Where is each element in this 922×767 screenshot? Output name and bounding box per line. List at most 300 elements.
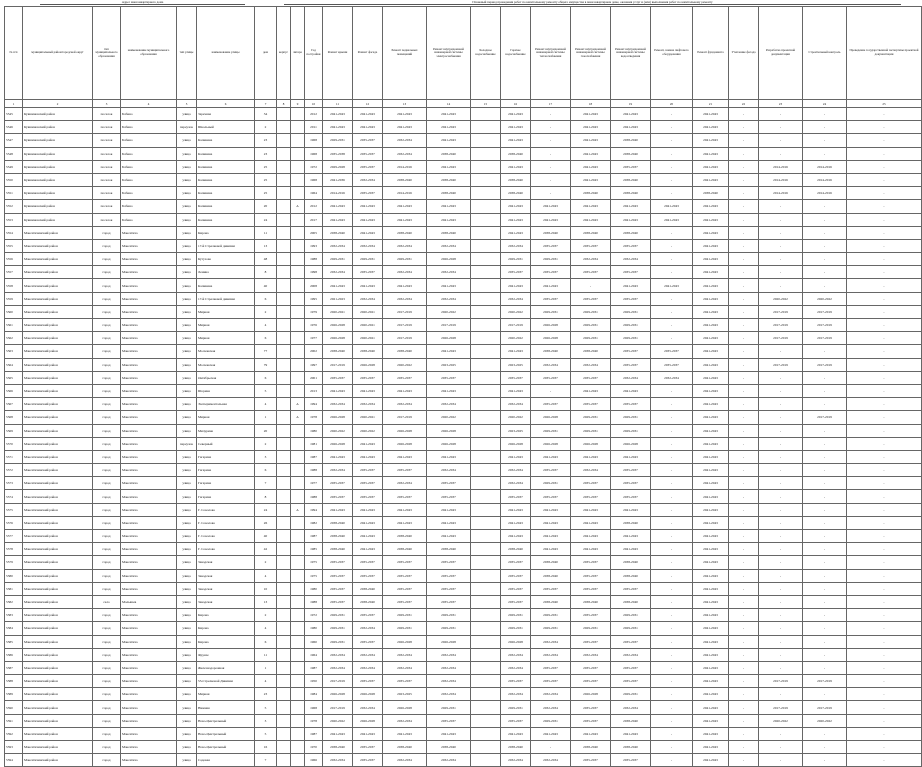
table-cell: город — [93, 384, 121, 397]
table-cell: 2038-2040 — [611, 173, 651, 186]
table-cell: 5570 — [5, 437, 23, 450]
table-cell: 2012 — [305, 108, 323, 121]
table-cell: 2035-2037 — [501, 569, 531, 582]
table-cell: 2041-2043 — [531, 213, 571, 226]
table-cell: - — [847, 622, 922, 635]
table-cell: 2035-2037 — [611, 582, 651, 595]
table-cell — [291, 319, 305, 332]
table-cell: 2029-2031 — [353, 253, 383, 266]
table-cell: 2017-2019 — [323, 675, 353, 688]
table-cell: Калинина — [197, 160, 255, 173]
table-cell: - — [759, 688, 803, 701]
table-cell: город — [93, 543, 121, 556]
table-cell: - — [651, 398, 693, 411]
table-cell — [471, 160, 501, 173]
table-cell: - — [651, 609, 693, 622]
table-cell: Максатиха — [121, 741, 177, 754]
table-cell: 2017-2019 — [383, 305, 427, 318]
table-cell — [471, 226, 501, 239]
table-cell: Малышев — [121, 595, 177, 608]
table-cell: - — [729, 530, 759, 543]
table-cell: 2029-2031 — [611, 424, 651, 437]
table-cell — [291, 450, 305, 463]
table-cell: 2041-2043 — [693, 741, 729, 754]
table-cell: Максатихинский район — [23, 714, 93, 727]
table-cell: 2014-2016 — [759, 187, 803, 200]
table-cell — [277, 253, 291, 266]
table-cell: - — [729, 371, 759, 384]
table-cell: 5567 — [5, 398, 23, 411]
table-cell: 2041-2043 — [383, 384, 427, 397]
table-cell: город — [93, 635, 121, 648]
table-cell: - — [729, 147, 759, 160]
table-cell: 17-й Стрелковой дивизии — [197, 292, 255, 305]
table-cell: Максатихинский район — [23, 398, 93, 411]
table-cell: - — [759, 503, 803, 516]
table-cell: 1988 — [305, 490, 323, 503]
table-cell: 1968 — [305, 147, 323, 160]
table-cell: - — [759, 200, 803, 213]
table-cell: - — [729, 714, 759, 727]
table-cell — [277, 503, 291, 516]
table-cell: Садовая — [197, 754, 255, 767]
table-cell: - — [759, 371, 803, 384]
table-cell: 1984 — [305, 688, 323, 701]
table-cell: 2026-2028 — [427, 437, 471, 450]
table-cell: - — [759, 543, 803, 556]
table-cell: село — [93, 595, 121, 608]
table-cell — [277, 371, 291, 384]
table-cell: 2032-2034 — [611, 701, 651, 714]
table-cell: - — [803, 622, 847, 635]
table-cell: 2041-2043 — [353, 437, 383, 450]
table-cell: 2041-2043 — [531, 503, 571, 516]
table-cell: 2041-2043 — [571, 108, 611, 121]
table-cell — [471, 437, 501, 450]
table-cell: 2020-2022 — [353, 424, 383, 437]
table-cell: 1964 — [305, 648, 323, 661]
table-cell: - — [759, 239, 803, 252]
table-cell: 2041-2043 — [571, 134, 611, 147]
table-cell: 2032-2034 — [383, 292, 427, 305]
table-cell: 25 — [255, 160, 277, 173]
table-cell — [291, 266, 305, 279]
table-cell: 2038-2040 — [571, 595, 611, 608]
table-cell: 2041-2043 — [427, 450, 471, 463]
table-cell: 5592 — [5, 727, 23, 740]
table-cell: 2041-2043 — [693, 411, 729, 424]
table-cell: 2041-2043 — [501, 384, 531, 397]
column-number: 7 — [255, 100, 277, 108]
column-header: наименование муниципального образования — [121, 7, 177, 100]
table-cell: 2017-2019 — [323, 358, 353, 371]
table-cell: 5580 — [5, 569, 23, 582]
table-cell: 2041-2043 — [693, 595, 729, 608]
table-cell: - — [847, 253, 922, 266]
table-cell: 13 — [255, 239, 277, 252]
table-cell: улица — [177, 266, 197, 279]
table-cell: 2035-2037 — [323, 582, 353, 595]
table-cell: 2038-2040 — [531, 595, 571, 608]
table-cell: Бобино — [121, 200, 177, 213]
table-cell: 5575 — [5, 503, 23, 516]
table-cell: 2017-2019 — [759, 332, 803, 345]
table-cell: - — [729, 661, 759, 674]
table-cell: 2038-2040 — [427, 147, 471, 160]
table-cell: город — [93, 569, 121, 582]
table-cell: 2041-2043 — [427, 516, 471, 529]
table-cell: 2026-2028 — [427, 635, 471, 648]
table-cell — [471, 516, 501, 529]
table-cell: 2041-2043 — [353, 213, 383, 226]
table-cell: 2032-2034 — [353, 239, 383, 252]
table-cell: Гагарина — [197, 450, 255, 463]
table-cell: 34 — [255, 108, 277, 121]
table-cell: 2041-2043 — [571, 160, 611, 173]
column-number: 2 — [23, 100, 93, 108]
table-cell: - — [651, 582, 693, 595]
table-cell: 2038-2040 — [383, 173, 427, 186]
table-cell: - — [729, 239, 759, 252]
table-cell: 2038-2040 — [611, 569, 651, 582]
table-cell: 2038-2040 — [323, 530, 353, 543]
table-cell: 2041-2043 — [693, 569, 729, 582]
table-cell: 2038-2040 — [427, 173, 471, 186]
table-cell: Максатиха — [121, 398, 177, 411]
table-cell: - — [651, 239, 693, 252]
table-cell: улица — [177, 305, 197, 318]
table-cell — [291, 358, 305, 371]
table-cell: 2041-2043 — [383, 279, 427, 292]
table-cell: 2032-2034 — [531, 701, 571, 714]
table-cell: Кирова — [197, 226, 255, 239]
table-row — [5, 569, 922, 582]
table-cell: - — [729, 727, 759, 740]
table-cell: 2032-2034 — [323, 648, 353, 661]
table-cell: 2035-2037 — [571, 582, 611, 595]
table-cell: город — [93, 622, 121, 635]
table-cell — [291, 490, 305, 503]
table-cell: - — [803, 556, 847, 569]
table-cell: 2017-2019 — [383, 319, 427, 332]
table-cell — [291, 371, 305, 384]
table-cell: Бобино — [121, 173, 177, 186]
table-cell: 2035-2037 — [353, 187, 383, 200]
table-cell: 1968 — [305, 173, 323, 186]
table-cell: 2041-2043 — [693, 266, 729, 279]
table-cell: 4 — [255, 319, 277, 332]
column-number: 23 — [759, 100, 803, 108]
table-cell: Г. Соколова — [197, 543, 255, 556]
table-cell: 2014-2016 — [803, 173, 847, 186]
table-cell: улица — [177, 675, 197, 688]
table-cell: 2041-2043 — [693, 556, 729, 569]
table-cell — [277, 477, 291, 490]
table-cell: 2032-2034 — [353, 661, 383, 674]
table-cell: 1970 — [305, 741, 323, 754]
table-cell: 2017-2019 — [803, 675, 847, 688]
table-cell: Кувшиновский район — [23, 108, 93, 121]
table-cell: - — [803, 239, 847, 252]
table-cell — [277, 160, 291, 173]
table-cell: 2041-2043 — [531, 200, 571, 213]
table-cell: 10 — [255, 582, 277, 595]
table-cell: Максатиха — [121, 477, 177, 490]
table-cell: Кирова — [197, 635, 255, 648]
table-cell: - — [847, 635, 922, 648]
table-cell: Максатиха — [121, 556, 177, 569]
table-cell: Максатихинский район — [23, 490, 93, 503]
table-cell: 2035-2037 — [383, 556, 427, 569]
table-cell: 5568 — [5, 411, 23, 424]
table-cell: 2035-2037 — [571, 239, 611, 252]
table-cell: - — [803, 134, 847, 147]
table-cell: 2032-2034 — [353, 173, 383, 186]
table-cell: - — [651, 253, 693, 266]
table-cell: - — [729, 424, 759, 437]
table-cell: Максатихинский район — [23, 424, 93, 437]
table-cell: Максатиха — [121, 345, 177, 358]
table-cell: 2041-2043 — [323, 503, 353, 516]
table-cell: 2038-2040 — [323, 543, 353, 556]
table-cell — [471, 384, 501, 397]
table-cell: 2032-2034 — [501, 754, 531, 767]
table-cell: поселок — [93, 147, 121, 160]
table-cell: - — [847, 595, 922, 608]
table-cell: - — [531, 187, 571, 200]
table-cell: Максатиха — [121, 516, 177, 529]
table-cell: - — [651, 675, 693, 688]
table-cell: город — [93, 437, 121, 450]
table-cell: 2029-2031 — [323, 609, 353, 622]
table-row — [5, 701, 922, 714]
table-cell: Кувшиновский район — [23, 147, 93, 160]
table-cell: улица — [177, 226, 197, 239]
table-cell: 5582 — [5, 595, 23, 608]
table-cell: - — [847, 516, 922, 529]
table-cell: 6 — [255, 464, 277, 477]
table-cell: 2035-2037 — [501, 371, 531, 384]
table-cell: Максатихинский район — [23, 450, 93, 463]
table-cell: улица — [177, 200, 197, 213]
table-cell: 2032-2034 — [501, 648, 531, 661]
table-cell: 2041-2043 — [383, 121, 427, 134]
table-cell: 2041-2043 — [427, 200, 471, 213]
table-cell: 2035-2037 — [571, 398, 611, 411]
table-cell — [277, 305, 291, 318]
table-cell: улица — [177, 530, 197, 543]
table-cell: 2020-2021 — [353, 319, 383, 332]
table-cell: 5558 — [5, 279, 23, 292]
table-cell: - — [847, 714, 922, 727]
table-cell: 1987 — [305, 727, 323, 740]
table-cell: Максатихинский район — [23, 556, 93, 569]
table-cell: - — [847, 464, 922, 477]
table-cell: 2035-2037 — [353, 556, 383, 569]
table-cell — [277, 239, 291, 252]
table-cell — [471, 121, 501, 134]
table-cell: - — [803, 213, 847, 226]
table-cell: улица — [177, 345, 197, 358]
table-cell — [277, 727, 291, 740]
table-cell: улица — [177, 609, 197, 622]
column-header: Год постройки — [305, 7, 323, 100]
table-cell: - — [847, 648, 922, 661]
table-cell: 2038-2040 — [323, 345, 353, 358]
table-cell: Ново-Центральный — [197, 714, 255, 727]
table-row — [5, 319, 922, 332]
table-cell: 2026-2028 — [323, 411, 353, 424]
table-cell: - — [531, 741, 571, 754]
table-cell: 1976 — [305, 319, 323, 332]
table-cell: Максатихинский район — [23, 727, 93, 740]
table-cell: 2017-2019 — [803, 411, 847, 424]
table-cell: Мирная — [197, 305, 255, 318]
table-cell: 1987 — [305, 661, 323, 674]
table-cell — [471, 582, 501, 595]
table-cell: 2026-2028 — [323, 332, 353, 345]
table-cell: - — [729, 319, 759, 332]
table-cell: 2035-2037 — [531, 239, 571, 252]
table-cell: улица — [177, 411, 197, 424]
table-cell: - — [803, 661, 847, 674]
table-cell: 2041-2043 — [353, 530, 383, 543]
table-cell: - — [729, 200, 759, 213]
table-cell: город — [93, 424, 121, 437]
table-cell: 2035-2037 — [571, 292, 611, 305]
table-cell: 23 — [255, 134, 277, 147]
table-cell: улица — [177, 622, 197, 635]
table-cell — [277, 213, 291, 226]
table-cell: Максатихинский район — [23, 741, 93, 754]
table-cell: улица — [177, 490, 197, 503]
table-cell: Калинина — [197, 147, 255, 160]
table-cell: 2041-2043 — [353, 121, 383, 134]
table-cell — [291, 569, 305, 582]
table-cell — [277, 398, 291, 411]
table-cell: 1987 — [305, 530, 323, 543]
table-cell: 2041-2043 — [323, 279, 353, 292]
table-cell: 2041-2043 — [693, 384, 729, 397]
table-cell: город — [93, 464, 121, 477]
table-cell: Кувшиновский район — [23, 187, 93, 200]
table-cell: А — [291, 503, 305, 516]
table-cell: 5569 — [5, 424, 23, 437]
table-cell: улица — [177, 661, 197, 674]
table-cell: Заводская — [197, 556, 255, 569]
table-cell: Максатихинский район — [23, 675, 93, 688]
table-cell: Максатиха — [121, 582, 177, 595]
table-cell: 40 — [255, 530, 277, 543]
table-cell: 2038-2040 — [383, 530, 427, 543]
table-cell: - — [651, 503, 693, 516]
table-cell: город — [93, 239, 121, 252]
table-cell: - — [729, 450, 759, 463]
table-cell — [277, 741, 291, 754]
table-cell: 2035-2037 — [383, 582, 427, 595]
table-cell: 2038-2040 — [611, 134, 651, 147]
table-cell: 2035-2037 — [353, 675, 383, 688]
table-cell: город — [93, 398, 121, 411]
table-cell: Максатиха — [121, 714, 177, 727]
table-cell: 2041-2043 — [501, 108, 531, 121]
table-cell: - — [759, 635, 803, 648]
table-cell: город — [93, 226, 121, 239]
table-cell: 2035-2037 — [611, 239, 651, 252]
table-cell: 2041-2043 — [571, 121, 611, 134]
table-cell — [291, 754, 305, 767]
table-cell: 2026-2028 — [383, 424, 427, 437]
table-cell: - — [847, 213, 922, 226]
table-cell: - — [759, 516, 803, 529]
table-row — [5, 450, 922, 463]
table-cell: 2041-2043 — [611, 108, 651, 121]
table-cell: - — [847, 675, 922, 688]
table-cell: 2014-2016 — [759, 173, 803, 186]
table-cell: - — [803, 648, 847, 661]
table-cell: 2029-2031 — [501, 253, 531, 266]
table-cell: 2041-2043 — [693, 332, 729, 345]
table-cell — [291, 292, 305, 305]
table-cell: 2041-2043 — [693, 108, 729, 121]
table-cell: улица — [177, 292, 197, 305]
table-cell: Московская — [197, 345, 255, 358]
table-cell: 2020-2022 — [803, 714, 847, 727]
table-cell: - — [847, 266, 922, 279]
table-cell — [471, 503, 501, 516]
table-cell — [277, 635, 291, 648]
table-cell: 2035-2037 — [501, 675, 531, 688]
table-cell: - — [759, 279, 803, 292]
table-cell: - — [803, 450, 847, 463]
table-cell — [291, 121, 305, 134]
table-cell: 4 — [255, 569, 277, 582]
table-cell: 5546 — [5, 121, 23, 134]
table-cell: 2026-2028 — [383, 635, 427, 648]
table-cell: 2029-2031 — [501, 622, 531, 635]
table-cell: 2032-2034 — [531, 688, 571, 701]
table-cell: 2041-2043 — [693, 701, 729, 714]
table-cell — [291, 688, 305, 701]
table-cell: Фрунзе — [197, 648, 255, 661]
table-cell: 2041-2043 — [651, 279, 693, 292]
table-cell: 2029-2031 — [531, 609, 571, 622]
table-cell: 2038-2040 — [531, 556, 571, 569]
table-cell: 2 — [255, 121, 277, 134]
table-cell: 2035-2037 — [531, 464, 571, 477]
table-cell: 2035-2037 — [651, 358, 693, 371]
table-cell: 5573 — [5, 477, 23, 490]
table-cell: 2035-2037 — [571, 477, 611, 490]
table-cell: 2041-2043 — [693, 582, 729, 595]
table-cell — [471, 134, 501, 147]
column-number: 21 — [693, 100, 729, 108]
table-cell: Максатихинский район — [23, 530, 93, 543]
table-cell: 2035-2037 — [571, 556, 611, 569]
table-cell — [277, 437, 291, 450]
table-cell: 2038-2040 — [501, 187, 531, 200]
column-header: Холодное водоснабжение — [471, 7, 501, 100]
table-cell: 2035-2037 — [353, 754, 383, 767]
table-cell: 2026-2028 — [571, 437, 611, 450]
table-cell: - — [803, 741, 847, 754]
table-cell — [471, 266, 501, 279]
table-cell: 2038-2040 — [501, 147, 531, 160]
table-cell: город — [93, 332, 121, 345]
table-cell: улица — [177, 384, 197, 397]
table-cell: улица — [177, 424, 197, 437]
table-cell: 2029-2031 — [571, 622, 611, 635]
